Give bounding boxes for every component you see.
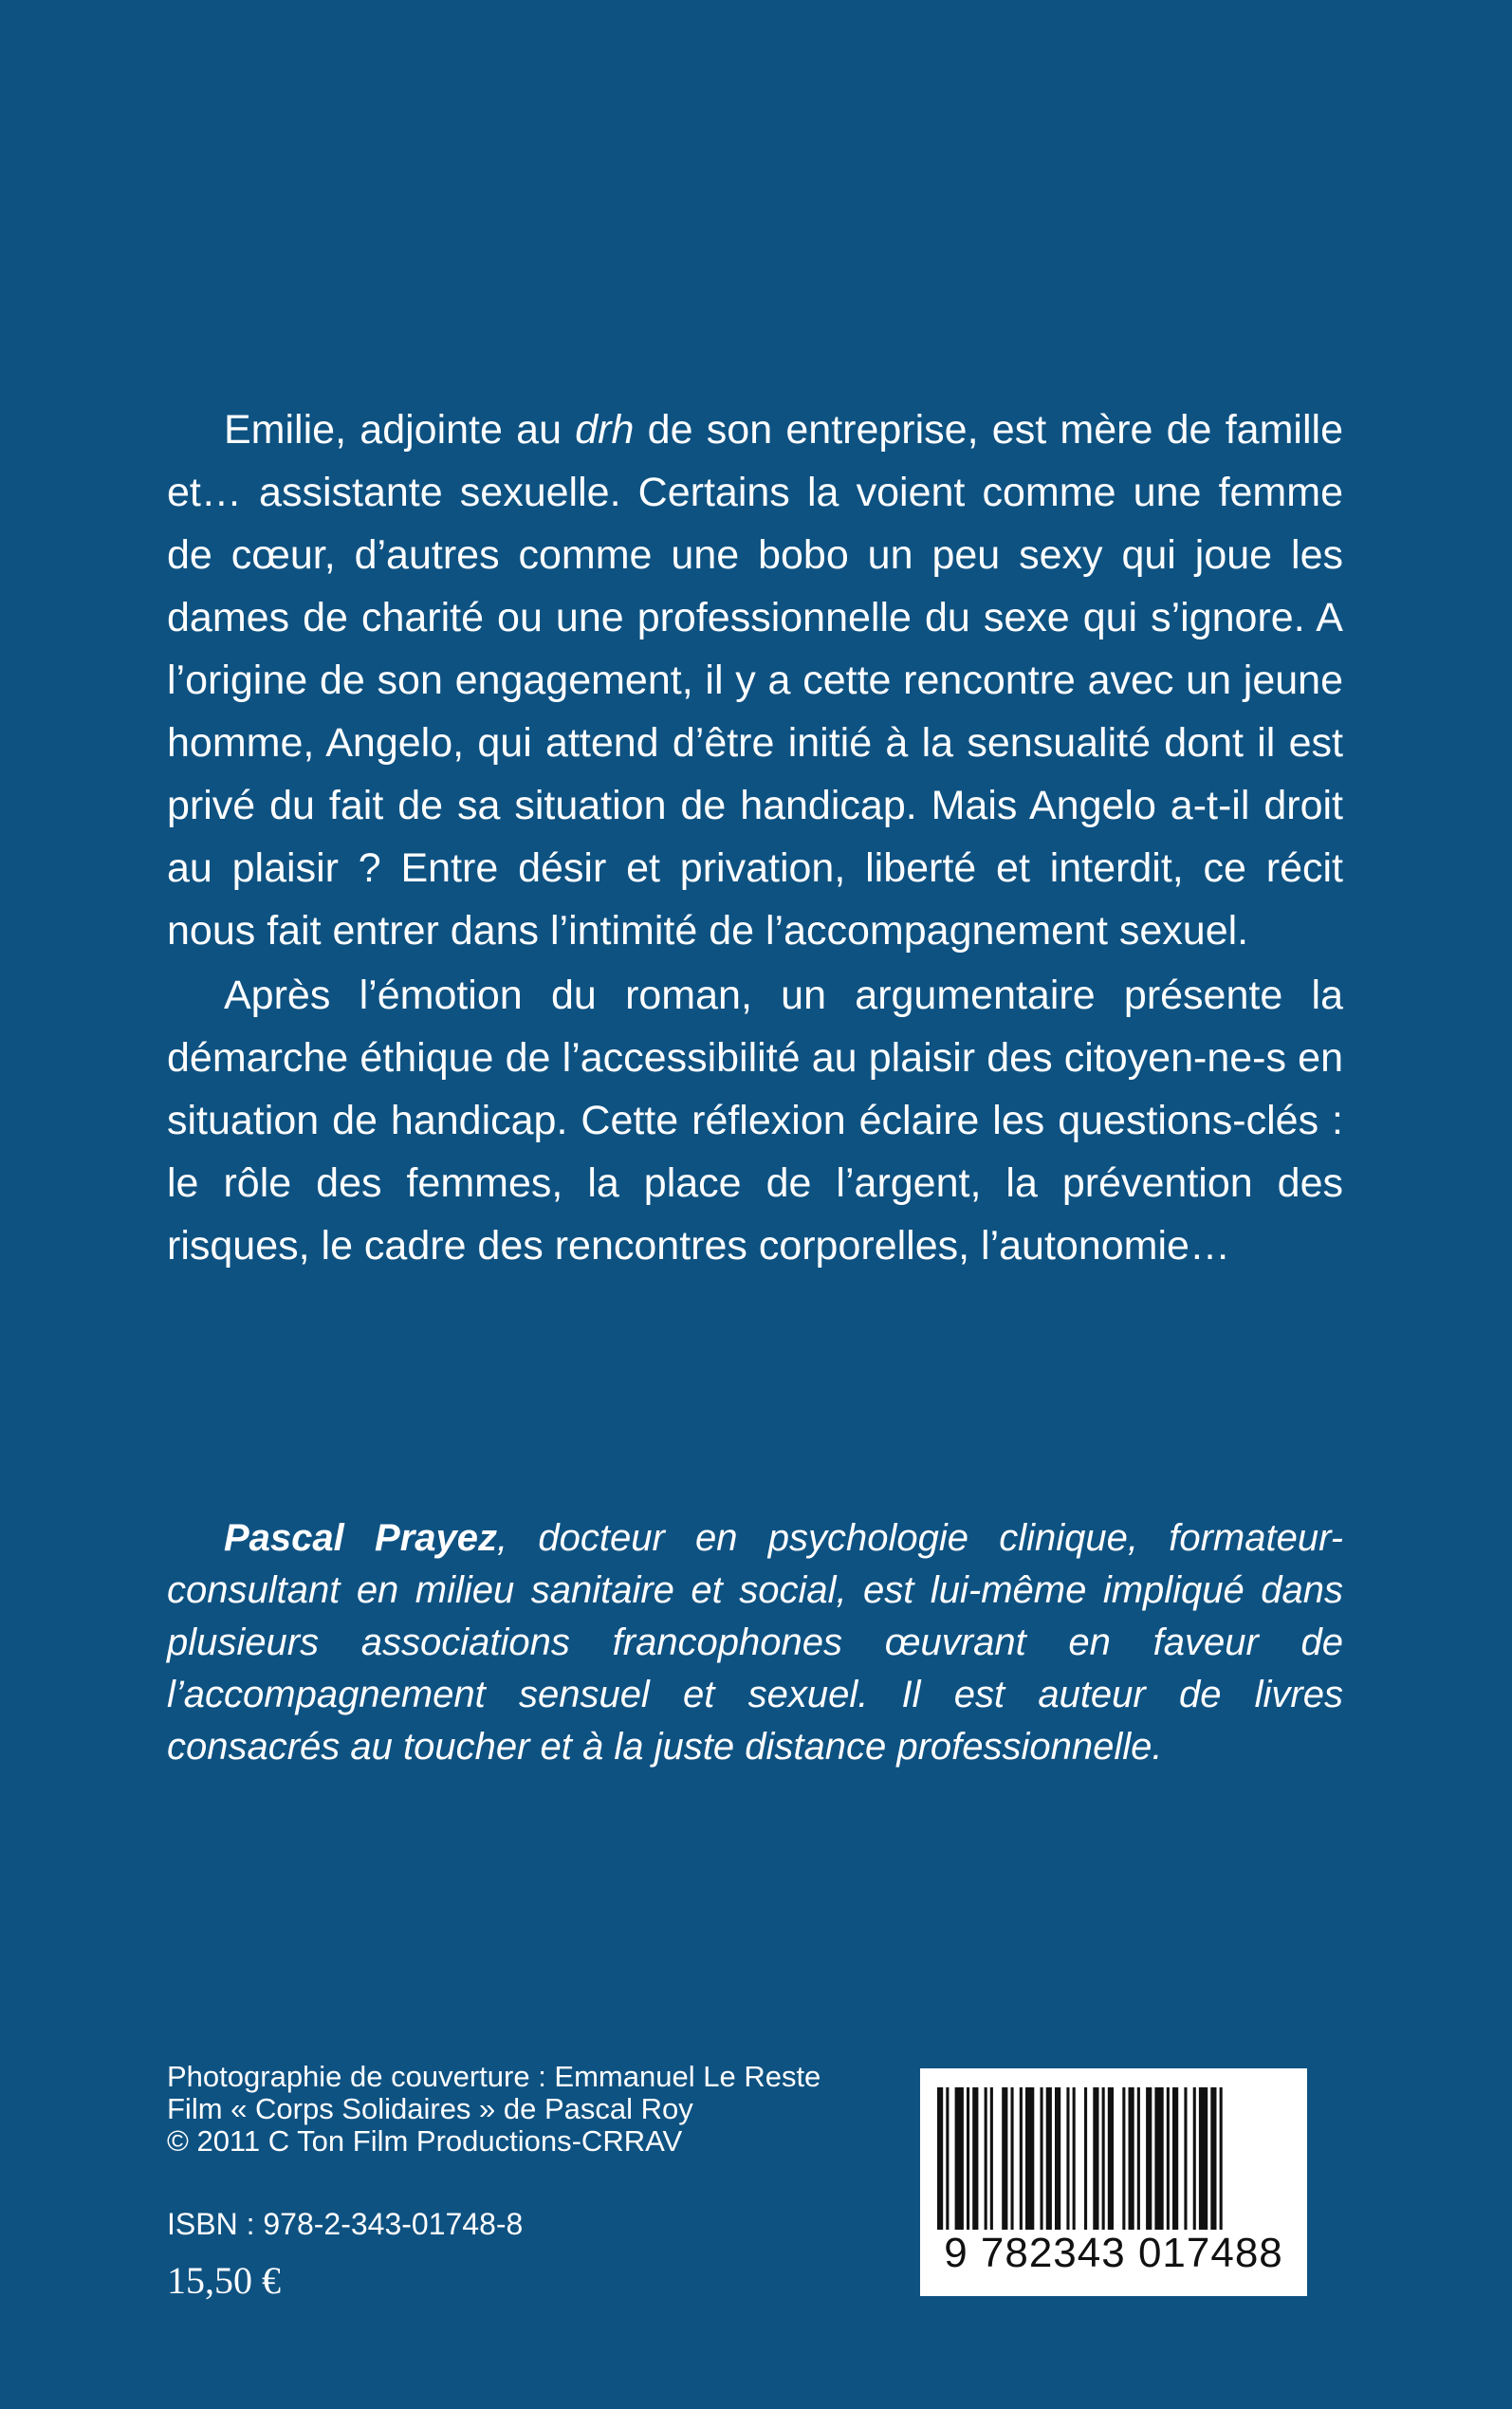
author-bio	[167, 1512, 1343, 1773]
barcode-bar	[1046, 2087, 1052, 2230]
barcode	[920, 2068, 1307, 2296]
barcode-bar	[1055, 2087, 1060, 2230]
author-bio-text: , docteur en psychologie clinique, formateur-consultant en milieu sanitaire et social, est lui-même impliqué dans plusieurs associations francophones œuvrant en faveur de l’accompagnement sensuel et sexuel. Il est auteur de livres consacrés au toucher et à la juste distance professionnelle.	[167, 1517, 1343, 1768]
blurb-paragraph-1	[167, 398, 1343, 962]
barcode-bar	[937, 2087, 943, 2230]
author-name: Pascal Prayez	[224, 1517, 497, 1559]
barcode-bar	[1084, 2087, 1087, 2230]
barcode-bars	[937, 2087, 1290, 2230]
credit-line: © 2011 C Ton Film Productions-CRRAV	[167, 2124, 683, 2158]
barcode-bar	[990, 2087, 993, 2230]
barcode-bar	[1122, 2087, 1125, 2230]
blurb-text: de son entreprise, est mère de famille et… assistante sexuelle. Certains la voient comme une femme de cœur, d’autres comme une bobo un peu sexy qui joue les dames de charité ou une professionnelle du sexe qui s’ignore. A l’origine de son engagement, il y a cette rencontre avec un jeune homme, Angelo, qui attend d’être initié à la sensualité dont il est privé du fait de sa situation de handicap. Mais Angelo a-t-il droit au plaisir ? Entre désir et privation, liberté et interdit, ce récit nous fait entrer dans l’intimité de l’accompagnement sexuel.	[167, 407, 1343, 954]
barcode-bar	[955, 2087, 964, 2230]
barcode-bar	[972, 2087, 978, 2230]
barcode-bar	[1025, 2087, 1034, 2230]
barcode-bar	[1137, 2087, 1140, 2230]
barcode-bar	[1129, 2087, 1134, 2230]
blurb-text: Emilie, adjointe au	[224, 407, 576, 453]
barcode-bar	[1154, 2087, 1163, 2230]
barcode-bar	[1193, 2087, 1196, 2230]
barcode-bar	[1102, 2087, 1105, 2230]
barcode-bar	[1108, 2087, 1114, 2230]
barcode-bar	[1073, 2087, 1076, 2230]
barcode-bar	[1184, 2087, 1187, 2230]
barcode-bar	[1041, 2087, 1043, 2230]
barcode-bar	[1199, 2087, 1208, 2230]
barcode-bar	[1220, 2087, 1223, 2230]
barcode-bar	[1002, 2087, 1007, 2230]
credit-line: Photographie de couverture : Emmanuel Le Reste	[167, 2060, 821, 2093]
barcode-bar	[1210, 2087, 1216, 2230]
blurb-italic-term: drh	[575, 407, 635, 453]
barcode-bar	[1146, 2087, 1152, 2230]
photo-credits	[167, 2061, 821, 2158]
barcode-bar	[946, 2087, 949, 2230]
price: 15,50 €	[167, 2259, 281, 2302]
barcode-bar	[1020, 2087, 1023, 2230]
barcode-bar	[985, 2087, 987, 2230]
barcode-bar	[1172, 2087, 1178, 2230]
barcode-digits: 9 782343 017488	[944, 2230, 1283, 2276]
isbn: ISBN : 978-2-343-01748-8	[167, 2207, 524, 2241]
barcode-bar	[1066, 2087, 1069, 2230]
blurb-paragraph-2: Après l’émotion du roman, un argumentaire présente la démarche éthique de l’accessibilité au plaisir des citoyen-ne-s en situation de handicap. Cette réflexion éclaire les questions-clés : le rôle des femmes, la place de l’argent, la prévention des risques, le cadre des rencontres corporelles, l’autonomie…	[167, 973, 1343, 1269]
barcode-bar	[1093, 2087, 1098, 2230]
barcode-bar	[1167, 2087, 1170, 2230]
back-cover-blurb	[167, 398, 1343, 1277]
barcode-bar	[1011, 2087, 1014, 2230]
credit-line: Film « Corps Solidaires » de Pascal Roy	[167, 2092, 693, 2125]
barcode-bar	[967, 2087, 969, 2230]
